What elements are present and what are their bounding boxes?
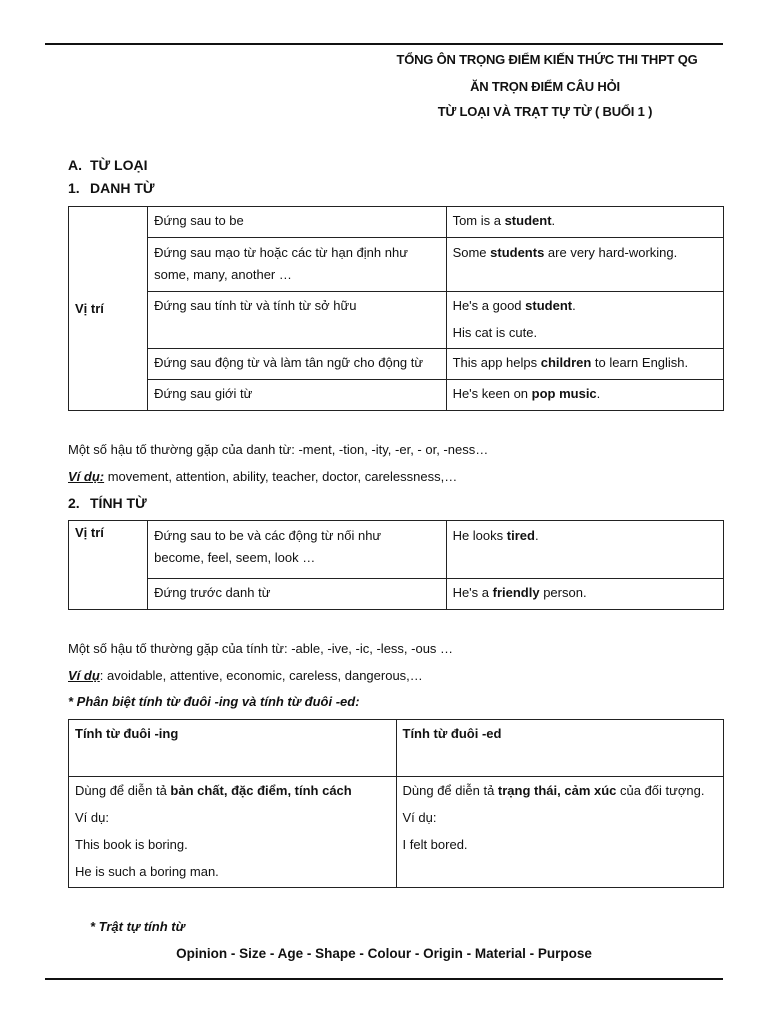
noun-position-label: Vị trí [69, 207, 148, 411]
ed-header-cell: Tính từ đuôi -ed [396, 720, 724, 777]
header-line-2: ĂN TRỌN ĐIỂM CÂU HỎI [470, 79, 620, 94]
bottom-rule [45, 978, 723, 980]
adjective-number: 2. [68, 495, 80, 511]
adjective-row-2-example: He's a friendly person. [446, 579, 723, 610]
noun-example-line [68, 469, 457, 484]
adjective-row-1-example: He looks tired. [446, 521, 723, 579]
noun-row-1-example: Tom is a student. [446, 207, 723, 238]
noun-row-4-desc: Đứng sau động từ và làm tân ngữ cho động từ [148, 349, 446, 380]
adjective-row-1-desc: Đứng sau to be và các động từ nối như become, feel, seem, look … [148, 521, 446, 579]
adjective-title: TÍNH TỪ [90, 495, 147, 511]
noun-title: DANH TỪ [90, 180, 155, 196]
ed-content-cell: Dùng để diễn tả trạng thái, cảm xúc của đối tượng. Ví dụ: I felt bored. [396, 777, 724, 888]
adjective-heading [68, 495, 147, 511]
top-rule [45, 43, 723, 45]
adjective-order-note: * Trật tự tính từ [90, 919, 185, 934]
noun-row-4-example: This app helps children to learn English. [446, 349, 723, 380]
ing-header-cell: Tính từ đuôi -ing [69, 720, 397, 777]
noun-suffix-text: Một số hậu tố thường gặp của danh từ: -ment, -tion, -ity, -er, - or, -ness… [68, 442, 489, 457]
section-a-heading [68, 157, 148, 173]
ing-content-cell: Dùng để diễn tả bản chất, đặc điểm, tính cách Ví dụ: This book is boring. He is such a boring man. [69, 777, 397, 888]
adjective-position-label: Vị trí [69, 521, 148, 610]
adjective-example-text: : avoidable, attentive, economic, careless, dangerous,… [99, 668, 423, 683]
section-a-title: TỪ LOẠI [90, 157, 148, 173]
ing-ed-table [68, 719, 724, 888]
noun-row-3-example: He's a good student. His cat is cute. [446, 292, 723, 349]
noun-row-5-example: He's keen on pop music. [446, 380, 723, 411]
header-line-1: TỔNG ÔN TRỌNG ĐIỂM KIẾN THỨC THI THPT QG [396, 52, 698, 67]
noun-row-2-example: Some students are very hard-working. [446, 238, 723, 292]
noun-example-text: movement, attention, ability, teacher, doctor, carelessness,… [104, 469, 458, 484]
noun-row-1-desc: Đứng sau to be [148, 207, 446, 238]
noun-heading [68, 180, 155, 196]
adjective-row-2-desc: Đứng trước danh từ [148, 579, 446, 610]
noun-example-label: Ví dụ: [68, 469, 105, 484]
noun-row-3-desc: Đứng sau tính từ và tính từ sở hữu [148, 292, 446, 349]
adjective-suffix-text: Một số hậu tố thường gặp của tính từ: -able, -ive, -ic, -less, -ous … [68, 641, 454, 656]
header-line-3: TỪ LOẠI VÀ TRẠT TỰ TỪ ( BUỔI 1 ) [437, 104, 653, 119]
noun-position-table [68, 206, 724, 411]
adjective-example-label: Ví dụ [68, 668, 100, 683]
noun-number: 1. [68, 180, 80, 196]
adjective-example-line [68, 668, 423, 683]
adjective-position-table [68, 520, 724, 610]
section-a-number: A. [68, 157, 82, 173]
noun-row-2-desc: Đứng sau mạo từ hoặc các từ hạn định như some, many, another … [148, 238, 446, 292]
adjective-order-sequence: Opinion - Size - Age - Shape - Colour - Origin - Material - Purpose [176, 946, 592, 961]
ing-ed-distinction-title: * Phân biệt tính từ đuôi -ing và tính từ đuôi -ed: [68, 694, 360, 709]
noun-row-5-desc: Đứng sau giới từ [148, 380, 446, 411]
